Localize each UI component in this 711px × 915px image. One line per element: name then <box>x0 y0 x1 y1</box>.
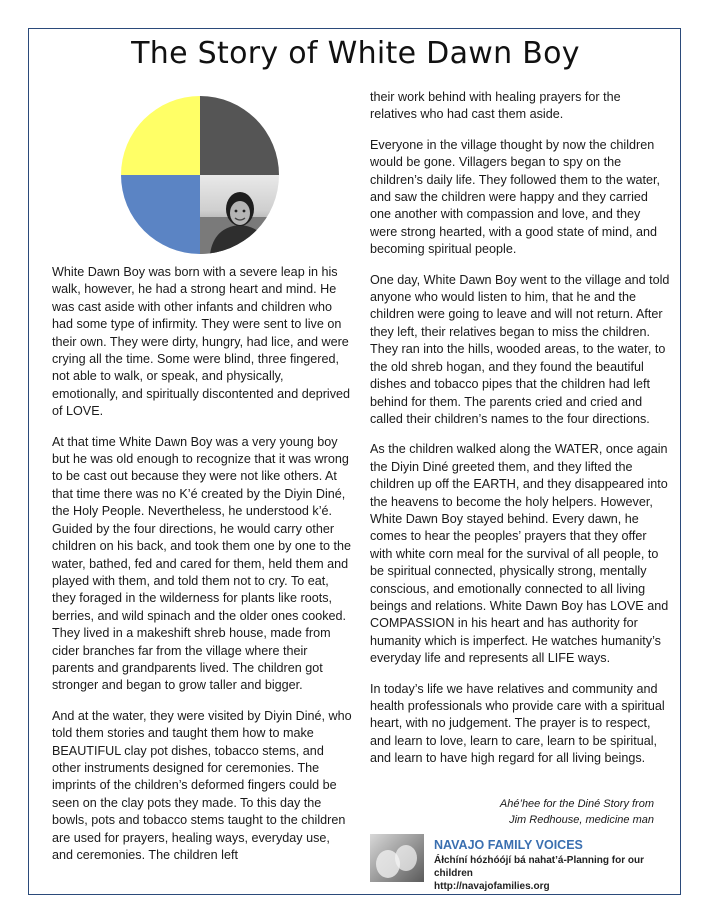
story-left-column <box>52 264 352 877</box>
story-paragraph: And at the water, they were visited by Diyin Diné, who told them stories and taught them how to make BEAUTIFUL clay pot dishes, tobacco stems, and other instruments designed for ceremonies. The imprints of the children’s deformed fingers could be seen on the clay pots they made. To this day the bowls, pots and tobacco stems taught to the children are used for prayers, healing ways, everyday use, and ceremonies. The children left <box>52 708 352 862</box>
emblem-quadrant-yellow <box>121 96 200 175</box>
org-tagline: Áłchíní hózhóójí bá nahat’á-Planning for our children <box>434 855 644 879</box>
story-paragraph: In today’s life we have relatives and community and health professionals who provide care with a spiritual heart, with no judgement. The prayer is to respect, and learn to love, learn to care, learn to be spiritual, and learn to have high regard for all living beings. <box>370 681 665 766</box>
credit-line-thanks: Ahé’hee for the Diné Story from <box>499 798 654 810</box>
four-directions-emblem <box>121 96 279 254</box>
child-photo-quadrant <box>200 175 279 254</box>
page-title: The Story of White Dawn Boy <box>131 36 580 71</box>
child-portrait-image <box>200 175 279 254</box>
story-paragraph: One day, White Dawn Boy went to the village and told anyone who would listen to him, that he and the children were going to leave and will not return. After they left, their relatives began to miss the children. They ran into the hills, wooded areas, to the water, to the old shreb hogan, and they found the beautiful dishes and tobacco pipes that the children had left behind for them. The parents cried and cried and called their children’s names to the four directions. <box>370 272 670 426</box>
emblem-quadrant-gray <box>200 96 279 175</box>
emblem-quadrant-blue <box>121 175 200 254</box>
org-name: NAVAJO FAMILY VOICES <box>434 838 583 852</box>
story-credit <box>370 796 654 828</box>
credit-line-source: Jim Redhouse, medicine man <box>509 814 654 826</box>
story-paragraph: As the children walked along the WATER, once again the Diyin Diné greeted them, and they lifted the children up off the EARTH, and they disappeared into the heavens to become the holy helpers. However, White Dawn Boy stayed behind. Every dawn, he comes to hear the peoples’ prayers that they offer with white corn meal for the survival of all people, to be spiritual connected, physically strong, mentally conscious, and emotionally connected to all living beings and relations. White Dawn Boy has LOVE and COMPASSION in his heart and has authority for humanity which is imperfect. He watches humanity’s everyday life and represents all LIFE ways. <box>370 442 669 666</box>
story-paragraph: Everyone in the village thought by now the children would be gone. Villagers began to spy on the children’s daily life. They followed them to the water, and saw the children were happy and they carried one another with compassion and love, and they were strong hearted, with a good state of mind, and becoming spiritual people. <box>370 137 661 257</box>
footer-organization <box>434 836 684 893</box>
story-paragraph: White Dawn Boy was born with a severe leap in his walk, however, he had a strong heart and mind. He was cast aside with other infants and children who had some type of infirmity. They were sent to live on their own. They were dirty, hungry, had lice, and were crying all the time. Some were blind, three fingered, not able to walk, or speak, and physically, emotionally, and spiritually discontented and deprived of LOVE. <box>52 265 351 419</box>
org-website-link[interactable]: http://navajofamilies.org <box>434 881 550 892</box>
story-paragraph: At that time White Dawn Boy was a very young boy but he was old enough to recognize that it was wrong to be cast out because they were not like others. At that time there was no K’é created by the Diyin Diné, the Holy People. Nevertheless, he understood k’é. Guided by the four directions, he would carry other children on his back, and took them one by one to the water, bathed, fed and cared for them, held them and played with them, and told them not to cry. To eat, they foraged in the wilderness for plants like roots, berries, and wild spinach and the older ones cooked. They lived in a makeshift shreb house, made from cider branches far from the village where their parents and grandparents lived. The children got stronger and began to grow taller and bigger. <box>52 434 351 693</box>
story-paragraph: their work behind with healing prayers for the relatives who had cast them aside. <box>370 90 621 122</box>
hands-photo-image <box>370 834 424 882</box>
story-right-column <box>370 89 670 781</box>
